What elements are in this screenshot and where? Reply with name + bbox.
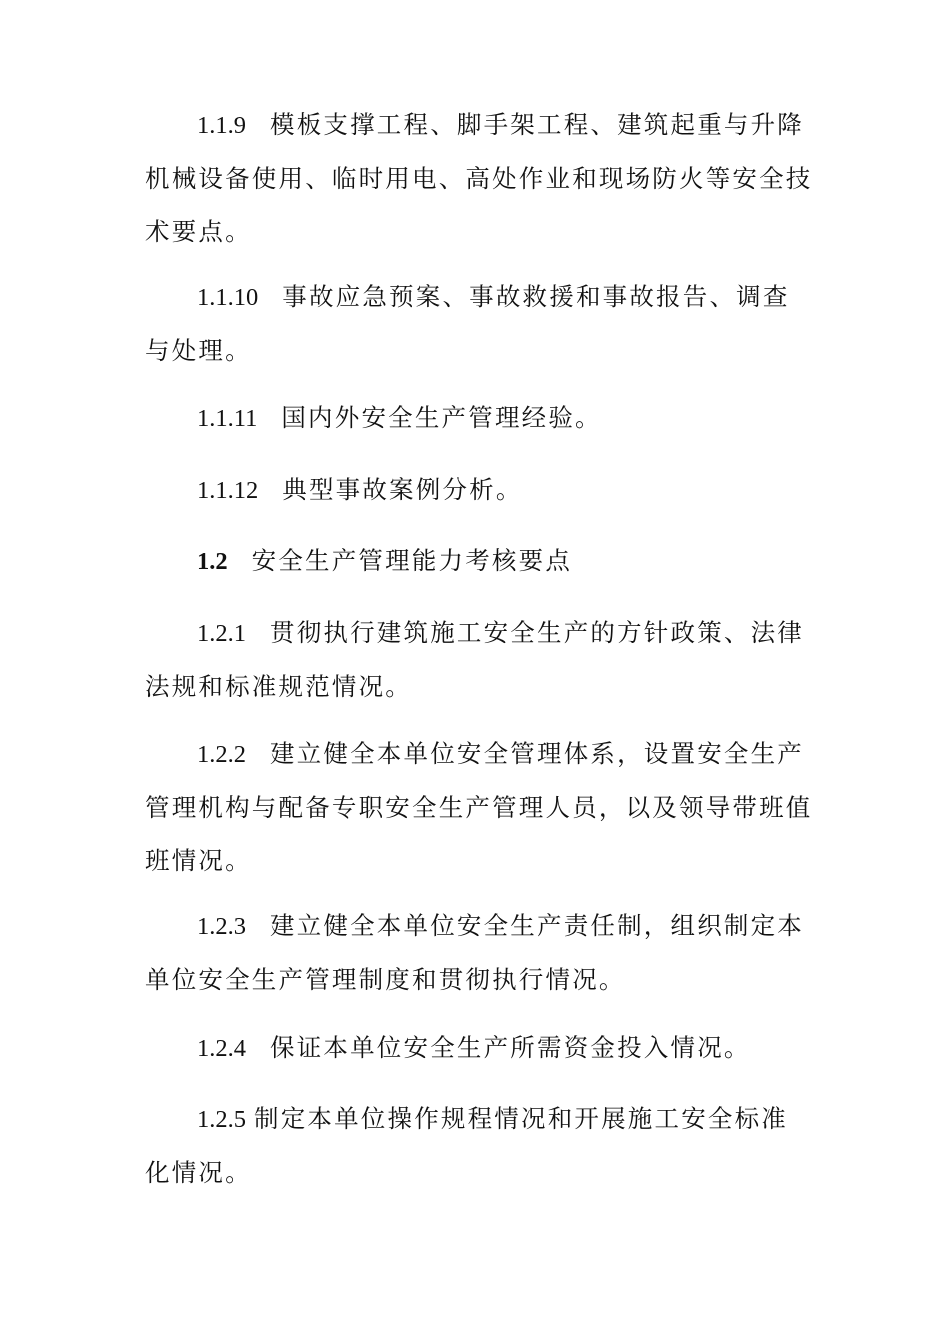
clause-text: 事故应急预案、事故救援和事故报告、调查与处理。 (145, 282, 790, 365)
clause-number: 1.2.5 (197, 1106, 246, 1133)
clause-1-1-9 (145, 98, 813, 258)
clause-1-2-3 (145, 899, 813, 1006)
section-title: 安全生产管理能力考核要点 (251, 546, 573, 575)
clause-number: 1.1.11 (197, 405, 258, 432)
clause-text: 制定本单位操作规程情况和开展施工安全标准化情况。 (145, 1104, 788, 1187)
clause-number: 1.1.10 (197, 284, 259, 311)
clause-1-1-10 (145, 270, 813, 377)
clause-text: 典型事故案例分析。 (282, 475, 523, 504)
clause-number: 1.2.2 (197, 741, 246, 768)
clause-text: 建立健全本单位安全管理体系，设置安全生产管理机构与配备专职安全生产管理人员，以及领导带班值班情况。 (145, 739, 813, 875)
clause-number: 1.1.12 (197, 477, 259, 504)
clause-number: 1.1.9 (197, 112, 246, 139)
clause-text: 保证本单位安全生产所需资金投入情况。 (270, 1033, 751, 1062)
section-number: 1.2 (197, 548, 228, 575)
clause-text: 建立健全本单位安全生产责任制，组织制定本单位安全生产管理制度和贯彻执行情况。 (145, 911, 804, 994)
clause-number: 1.2.4 (197, 1035, 246, 1062)
clause-text: 国内外安全生产管理经验。 (281, 403, 602, 432)
clause-number: 1.2.1 (197, 620, 246, 647)
clause-1-2-5 (145, 1092, 813, 1199)
clause-text: 模板支撑工程、脚手架工程、建筑起重与升降机械设备使用、临时用电、高处作业和现场防火等安全技术要点。 (145, 110, 813, 246)
clause-1-2-1 (145, 606, 813, 713)
section-heading-1-2 (145, 534, 813, 588)
clause-text: 贯彻执行建筑施工安全生产的方针政策、法律法规和标准规范情况。 (145, 618, 804, 701)
clause-1-1-11 (145, 391, 813, 445)
clause-1-1-12 (145, 463, 813, 517)
clause-number: 1.2.3 (197, 913, 246, 940)
clause-1-2-2 (145, 727, 813, 887)
clause-1-2-4 (145, 1021, 813, 1075)
